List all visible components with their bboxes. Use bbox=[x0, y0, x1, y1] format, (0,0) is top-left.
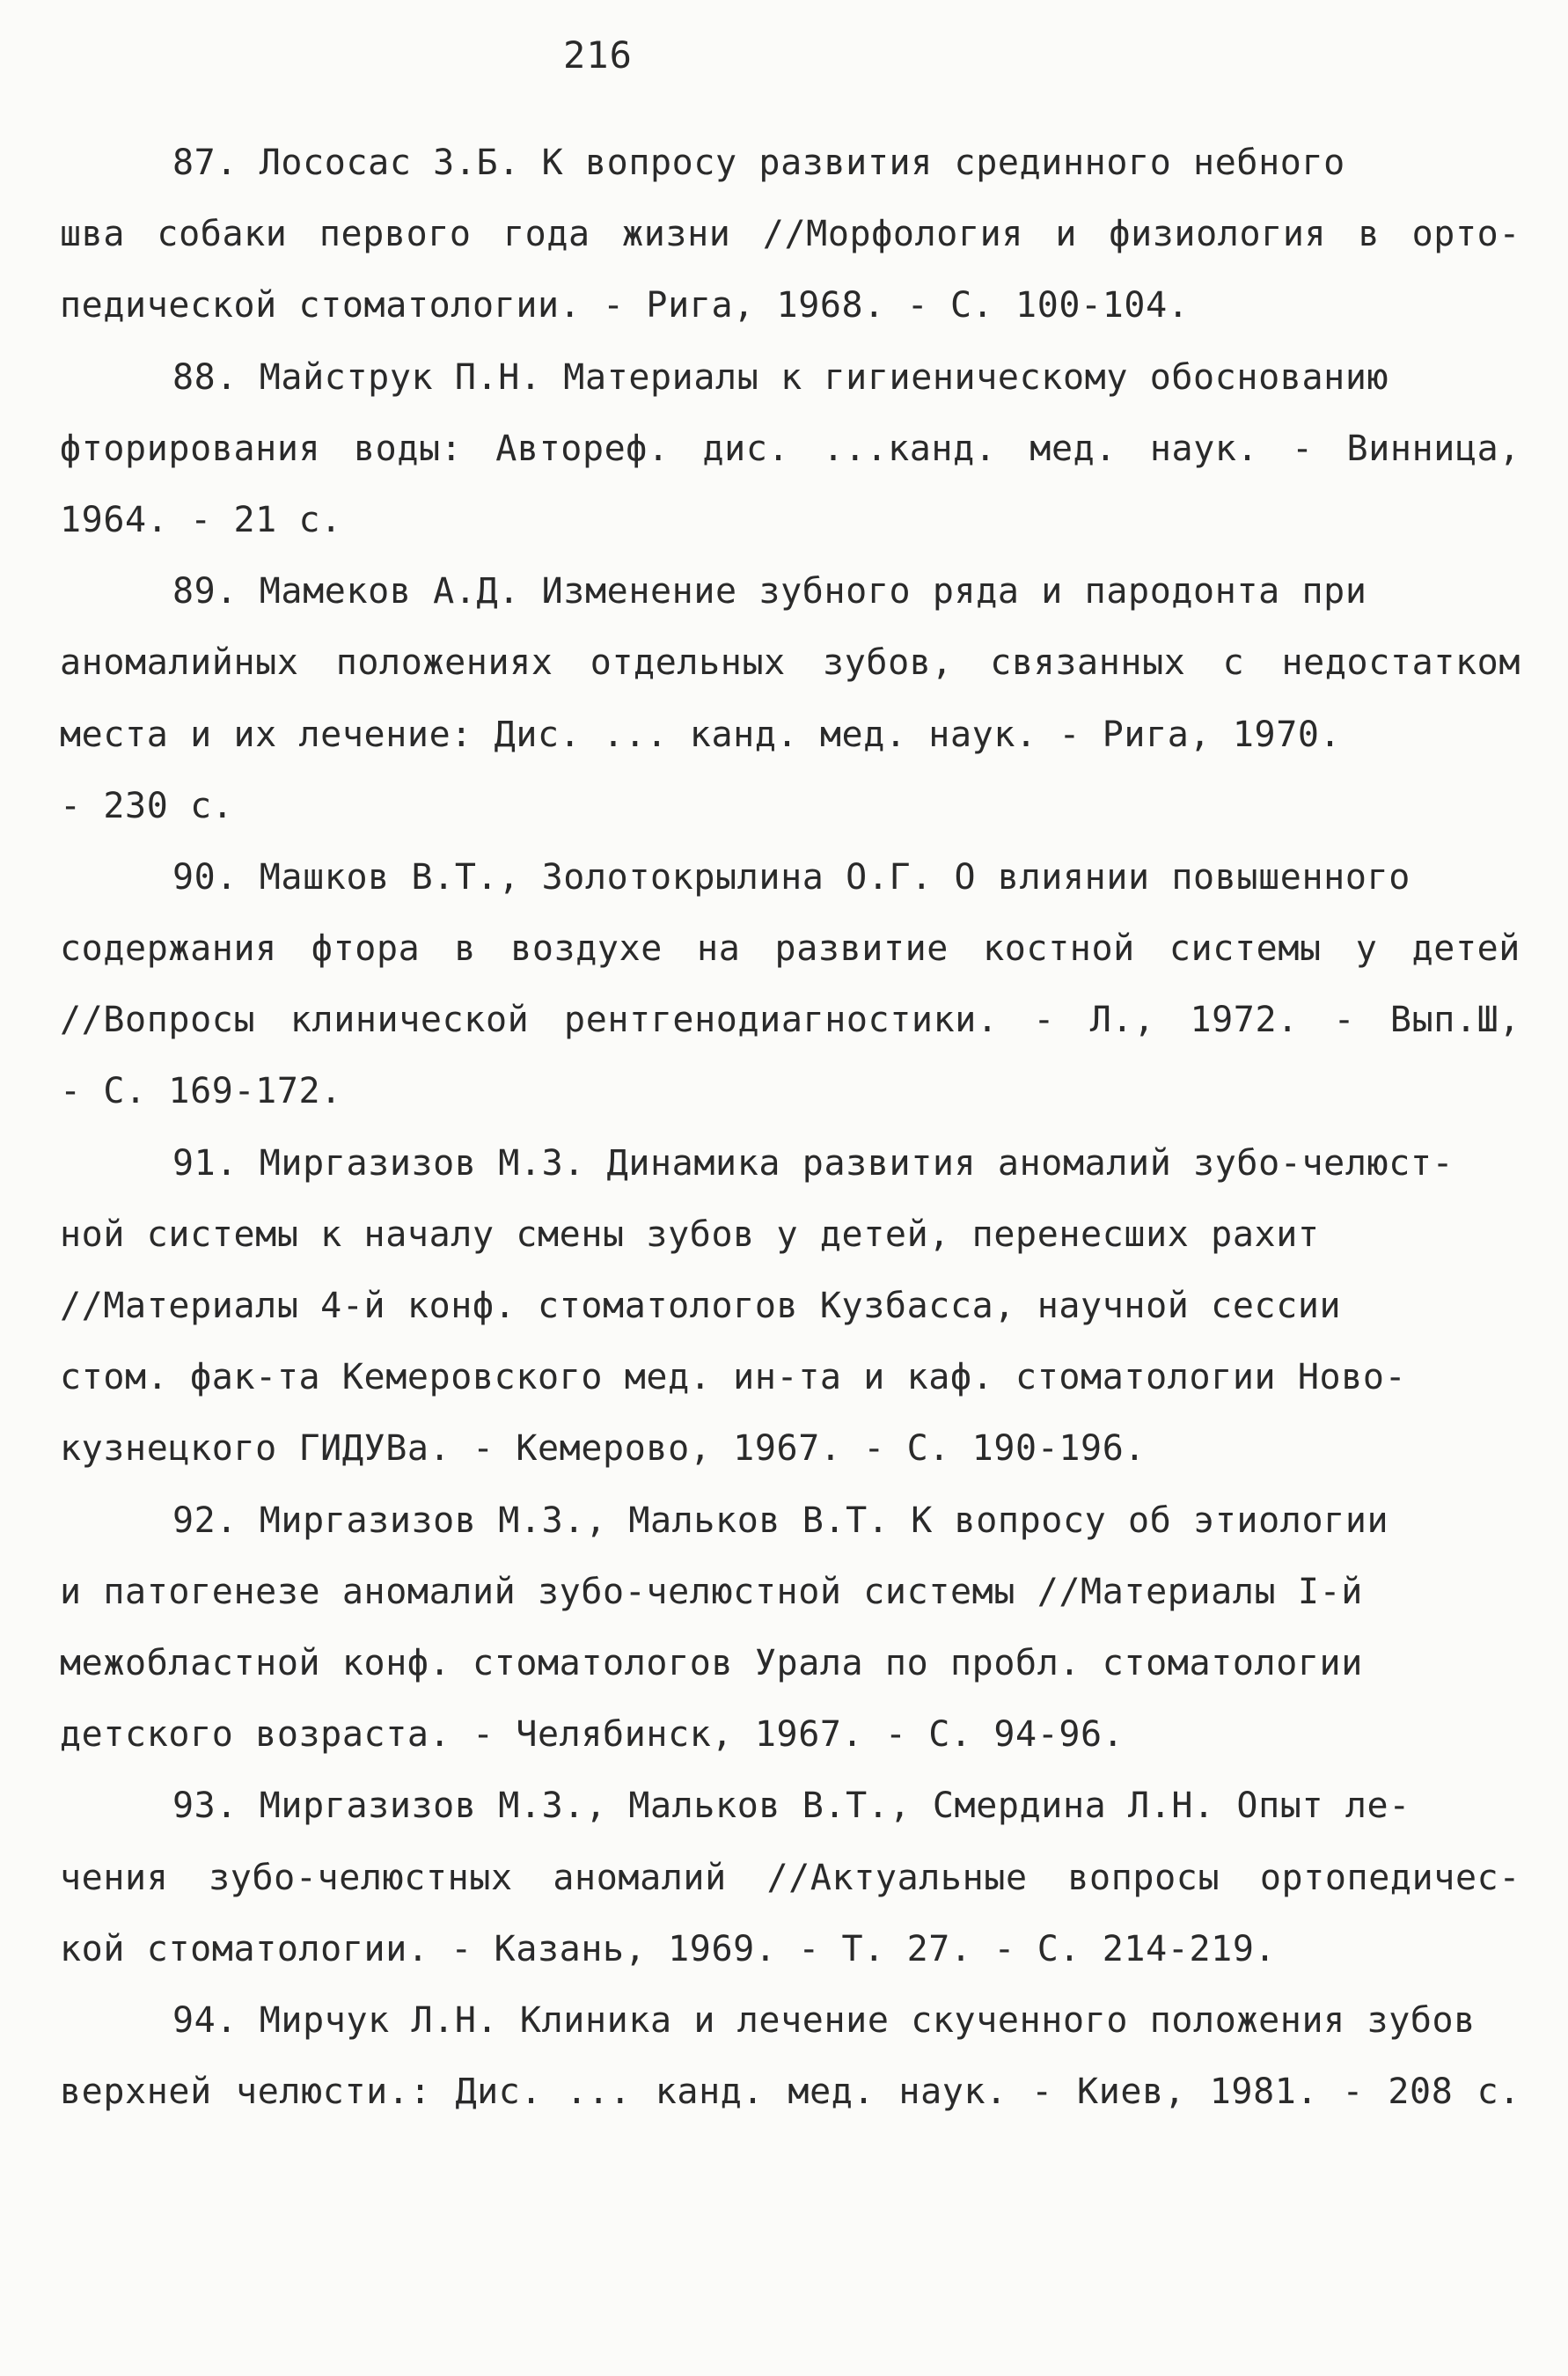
reference-line: содержания фтора в воздухе на развитие костной системы у детей bbox=[60, 928, 1520, 970]
reference-line: кузнецкого ГИДУВа. - Кемерово, 1967. - С. 190-196. bbox=[60, 1428, 1147, 1470]
reference-line: кой стоматологии. - Казань, 1969. - Т. 27. - С. 214-219. bbox=[60, 1928, 1277, 1969]
reference-line: стом. фак-та Кемеровского мед. ин-та и каф. стоматологии Ново- bbox=[60, 1357, 1407, 1398]
reference-entry-start-line: 90. Машков В.Т., Золотокрылина О.Г. О влиянии повышенного bbox=[172, 856, 1410, 898]
reference-line: верхней челюсти.: Дис. ... канд. мед. наук. - Киев, 1981. - 208 с. bbox=[60, 2072, 1520, 2113]
reference-line: 1964. - 21 с. bbox=[60, 499, 342, 540]
reference-line: и патогенезе аномалий зубо-челюстной системы //Материалы I-й bbox=[60, 1571, 1363, 1612]
reference-line: детского возраста. - Челябинск, 1967. - С. 94-96. bbox=[60, 1714, 1125, 1756]
reference-entry-start-line: 89. Мамеков А.Д. Изменение зубного ряда и пародонта при bbox=[172, 571, 1367, 612]
reference-line: чения зубо-челюстных аномалий //Актуальные вопросы ортопедичес- bbox=[60, 1857, 1520, 1898]
reference-list bbox=[60, 128, 1520, 2128]
reference-entry-start-line: 94. Мирчук Л.Н. Клиника и лечение скученного положения зубов bbox=[172, 1999, 1476, 2041]
reference-line: - С. 169-172. bbox=[60, 1071, 342, 1112]
reference-line: места и их лечение: Дис. ... канд. мед. наук. - Рига, 1970. bbox=[60, 714, 1342, 755]
reference-line: педической стоматологии. - Рига, 1968. - С. 100-104. bbox=[60, 285, 1190, 326]
reference-line: фторирования воды: Автореф. дис. ...канд. мед. наук. - Винница, bbox=[60, 428, 1520, 469]
reference-line: аномалийных положениях отдельных зубов, связанных с недостатком bbox=[60, 642, 1520, 684]
reference-line: //Материалы 4-й конф. стоматологов Кузбасса, научной сессии bbox=[60, 1286, 1342, 1326]
reference-line: межобластной конф. стоматологов Урала по пробл. стоматологии bbox=[60, 1642, 1363, 1683]
reference-entry-start-line: 92. Миргазизов М.З., Мальков В.Т. К вопросу об этиологии bbox=[172, 1500, 1389, 1541]
reference-line: - 230 с. bbox=[60, 785, 234, 826]
reference-entry-start-line: 87. Лососас З.Б. К вопросу развития срединного небного bbox=[172, 143, 1345, 183]
reference-entry-start-line: 88. Майструк П.Н. Материалы к гигиеническому обоснованию bbox=[172, 356, 1389, 398]
reference-entry-start-line: 91. Миргазизов М.З. Динамика развития аномалий зубо-челюст- bbox=[172, 1142, 1454, 1184]
reference-line: ной системы к началу смены зубов у детей, перенесших рахит bbox=[60, 1214, 1320, 1255]
page-number: 216 bbox=[563, 33, 633, 77]
reference-line: //Вопросы клинической рентгенодиагностики. - Л., 1972. - Вып.Ш, bbox=[60, 1000, 1520, 1041]
reference-line: шва собаки первого года жизни //Морфология и физиология в орто- bbox=[60, 214, 1520, 255]
reference-entry-start-line: 93. Миргазизов М.З., Мальков В.Т., Смердина Л.Н. Опыт ле- bbox=[172, 1786, 1410, 1827]
